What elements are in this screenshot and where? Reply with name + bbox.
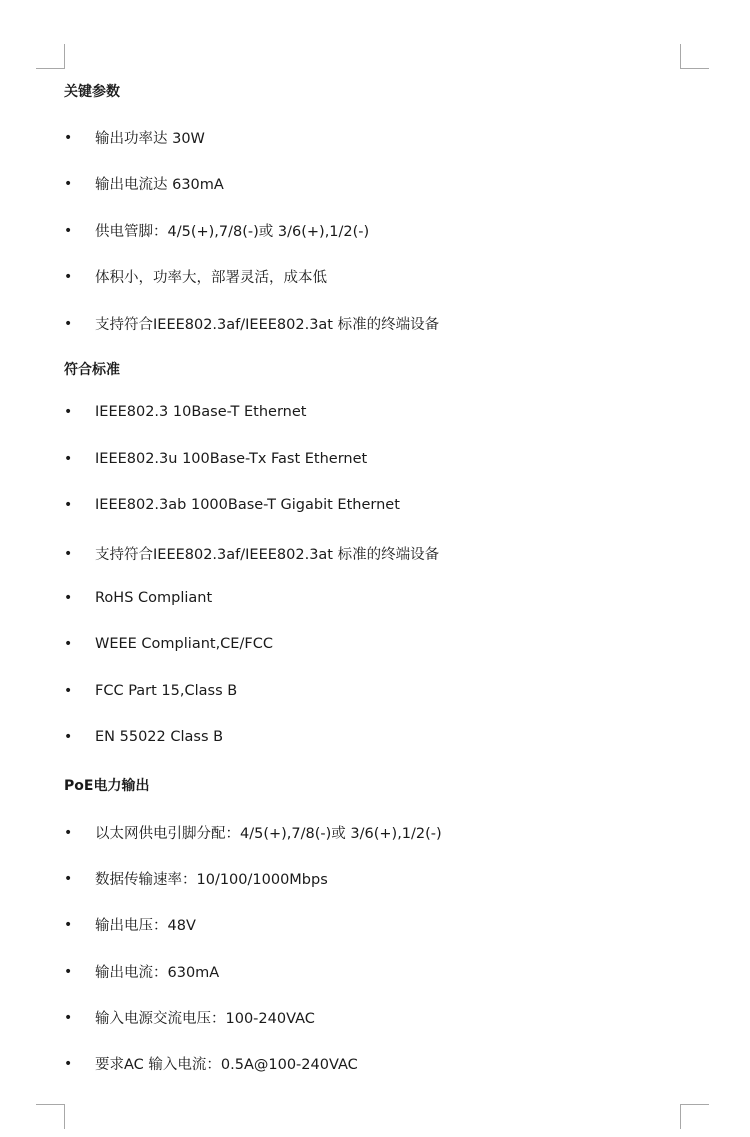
list-item (64, 1007, 315, 1028)
bullet-icon: • (64, 916, 73, 933)
list-item (64, 451, 367, 467)
list-item-text: 支持符合IEEE802.3af/IEEE802.3at 标准的终端设备 (95, 317, 440, 333)
list-item (64, 497, 400, 513)
bullet-icon: • (64, 824, 73, 841)
list-item (64, 868, 328, 889)
bullet-icon: • (64, 1009, 73, 1026)
list-item-text: RoHS Compliant (95, 590, 213, 606)
list-item-text: 支持符合IEEE802.3af/IEEE802.3at 标准的终端设备 (95, 547, 440, 563)
list-item (64, 914, 196, 935)
list-item-text: 输出功率达 30W (95, 131, 205, 147)
list-item (64, 961, 219, 982)
crop-mark-bottom-right (680, 1104, 709, 1129)
list-item-text: 数据传输速率：10/100/1000Mbps (95, 872, 328, 888)
bullet-icon: • (64, 870, 73, 887)
list-item-text: IEEE802.3 10Base-T Ethernet (95, 404, 307, 420)
list-item (64, 683, 237, 699)
list-item (64, 404, 306, 420)
list-item-text: IEEE802.3ab 1000Base-T Gigabit Ethernet (95, 497, 400, 513)
bullet-icon: • (64, 451, 73, 467)
list-item (64, 822, 442, 843)
crop-mark-top-right (680, 44, 709, 69)
bullet-icon: • (64, 1055, 73, 1072)
list-item-text: 输出电流达 630mA (95, 177, 224, 193)
list-item-text: 体积小，功率大，部署灵活，成本低 (95, 270, 327, 286)
bullet-icon: • (64, 636, 73, 652)
list-item (64, 590, 212, 606)
bullet-icon: • (64, 497, 73, 513)
list-item-text: WEEE Compliant,CE/FCC (95, 636, 273, 652)
section-heading: 关键参数 (64, 84, 120, 100)
list-item-text: 供电管脚：4/5(+),7/8(-)或 3/6(+),1/2(-) (95, 224, 370, 240)
bullet-icon: • (64, 963, 73, 980)
bullet-icon: • (64, 315, 73, 332)
list-item (64, 173, 224, 194)
list-item-text: IEEE802.3u 100Base-Tx Fast Ethernet (95, 451, 368, 467)
list-item-text: 以太网供电引脚分配：4/5(+),7/8(-)或 3/6(+),1/2(-) (95, 826, 442, 842)
list-item-text: FCC Part 15,Class B (95, 683, 238, 699)
list-item-text: 输入电源交流电压：100-240VAC (95, 1011, 315, 1027)
list-item-text: 输出电流：630mA (95, 965, 220, 981)
list-item (64, 729, 223, 745)
list-item (64, 313, 439, 334)
bullet-icon: • (64, 590, 73, 606)
list-item (64, 1053, 358, 1074)
list-item (64, 543, 439, 564)
list-item (64, 636, 273, 652)
bullet-icon: • (64, 545, 73, 562)
list-item-text: EN 55022 Class B (95, 729, 224, 745)
bullet-icon: • (64, 729, 73, 745)
crop-mark-top-left (36, 44, 65, 69)
bullet-icon: • (64, 268, 73, 285)
bullet-icon: • (64, 175, 73, 192)
section-heading: 符合标准 (64, 362, 120, 378)
list-item (64, 266, 327, 287)
bullet-icon: • (64, 683, 73, 699)
bullet-icon: • (64, 222, 73, 239)
bullet-icon: • (64, 129, 73, 146)
crop-mark-bottom-left (36, 1104, 65, 1129)
list-item (64, 220, 369, 241)
list-item (64, 127, 205, 148)
section-heading: PoE电力输出 (64, 778, 150, 794)
list-item-text: 要求AC 输入电流：0.5A@100-240VAC (95, 1057, 358, 1073)
list-item-text: 输出电压：48V (95, 918, 196, 934)
bullet-icon: • (64, 404, 73, 420)
